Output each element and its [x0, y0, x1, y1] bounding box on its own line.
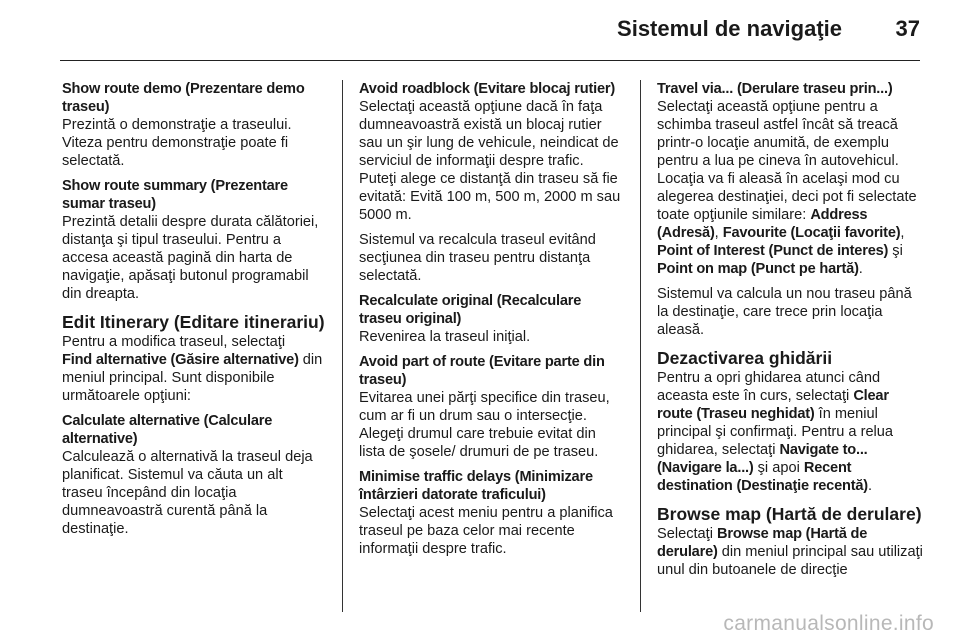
text-run: . — [867, 478, 872, 494]
text-run: şi apoi — [757, 460, 800, 476]
section-body: Sistemul va recalcula traseul evitând secţiunea din traseu pentru distanţa selectată. — [359, 232, 596, 284]
column-divider-2 — [640, 80, 641, 612]
text-run: . — [858, 261, 863, 277]
column-left — [62, 80, 326, 538]
section-body: Prezintă o demonstraţie a traseului. Viteza pentru demonstraţie poate fi selectată. — [62, 117, 292, 169]
option-name: Favourite (Locaţii favorite) — [722, 225, 901, 241]
column-middle — [359, 80, 625, 558]
section-title: Show route demo (Prezentare demo traseu) — [62, 81, 305, 115]
column-divider-1 — [342, 80, 343, 612]
section-title: Show route summary (Prezentare sumar traseu) — [62, 178, 288, 212]
text-run: Pentru a modifica traseul, selectaţi — [62, 334, 286, 350]
text-run: Selectaţi — [657, 526, 713, 542]
section-body — [657, 98, 925, 278]
heading-browse-map: Browse map (Hartă de derulare) — [657, 504, 922, 524]
section-title: Minimise traffic delays (Minimizare întârzieri datorate traficului) — [359, 469, 593, 503]
option-name: Address (Adresă) — [657, 207, 868, 241]
text-run: în meniul principal şi confirmaţi. Pentru a relua ghidarea, selectaţi — [657, 406, 894, 458]
option-name: Navigate to... (Navigare la...) — [657, 442, 868, 476]
option-name: Browse map (Hartă de derulare) — [657, 526, 868, 560]
text-run: din meniul principal. Sunt disponibile următoarele opţiuni: — [62, 352, 323, 404]
text-run: şi — [892, 243, 903, 259]
option-name: Point of Interest (Punct de interes) — [657, 243, 889, 259]
heading-edit-itinerary: Edit Itinerary (Editare itinerariu) — [62, 312, 325, 332]
header-divider — [60, 60, 920, 61]
section-title: Avoid roadblock (Evitare blocaj rutier) — [359, 81, 616, 97]
column-right — [657, 80, 925, 579]
section-body: Selectaţi această opţiune dacă în faţa dumneavoastră există un blocaj rutier sau un şir lung de vehicule, neindicat de serviciul de informaţii despre trafic. Puteţi alege ce distanţă din traseu să fie evitată: Evită 100 m, 500 m, 2000 m sau 5000 m. — [359, 99, 621, 223]
option-name: Point on map (Punct pe hartă) — [657, 261, 859, 277]
text-run: din meniul principal sau utilizaţi unul din butoanele de direcţie — [657, 544, 923, 578]
text-run: Selectaţi această opţiune pentru a schimba traseul astfel încât să treacă printr-o locaţie anumită, de exemplu pentru a lua pe cineva în autovehicul. Locaţia va fi aleasă în acelaşi mod cu alegerea destinaţiei, deci pot fi selectate toate opţiunile similare: — [657, 99, 917, 223]
section-body: Prezintă detalii despre durata călătoriei, distanţa şi tipul traseului. Pentru a accesa această pagină din harta de navigaţie, apăsaţi butonul programabil din dreapta. — [62, 214, 319, 302]
option-name: Clear route (Traseu neghidat) — [657, 388, 889, 422]
section-body — [657, 369, 925, 495]
option-name: Recent destination (Destinaţie recentă) — [657, 460, 868, 494]
page-title: Sistemul de navigaţie — [617, 16, 842, 41]
section-body: Calculează o alternativă la traseul deja planificat. Sistemul va căuta un alt traseu începând din locaţia dumneavoastră curentă până la destinaţie. — [62, 449, 313, 537]
section-body: Revenirea la traseul iniţial. — [359, 329, 531, 345]
watermark: carmanualsonline.info — [723, 612, 934, 635]
section-body: Evitarea unei părţi specifice din traseu, cum ar fi un drum sau o intersecţie. Alegeţi drumul care trebuie evitat din lista de şosele/ drumuri de pe traseu. — [359, 390, 610, 460]
section-title: Calculate alternative (Calculare alternative) — [62, 413, 273, 447]
section-body: Selectaţi acest meniu pentru a planifica traseul pe baza celor mai recente informaţii despre trafic. — [359, 505, 613, 557]
page-number: 37 — [895, 16, 920, 41]
heading-deactivate-guidance: Dezactivarea ghidării — [657, 348, 833, 368]
text-run: , — [900, 225, 905, 241]
section-title: Recalculate original (Recalculare traseu original) — [359, 293, 582, 327]
option-name: Find alternative (Găsire alternative) — [62, 352, 299, 368]
text-run: Pentru a opri ghidarea atunci când aceasta este în curs, selectaţi — [657, 370, 881, 404]
text-run: , — [714, 225, 719, 241]
section-title: Travel via... (Derulare traseu prin...) — [657, 81, 893, 97]
section-title: Avoid part of route (Evitare parte din traseu) — [359, 354, 605, 388]
section-body: Sistemul va calcula un nou traseu până la destinaţie, care trece prin locaţia aleasă. — [657, 286, 912, 338]
section-body — [62, 333, 326, 405]
page-header — [0, 0, 960, 60]
section-body — [657, 525, 925, 579]
